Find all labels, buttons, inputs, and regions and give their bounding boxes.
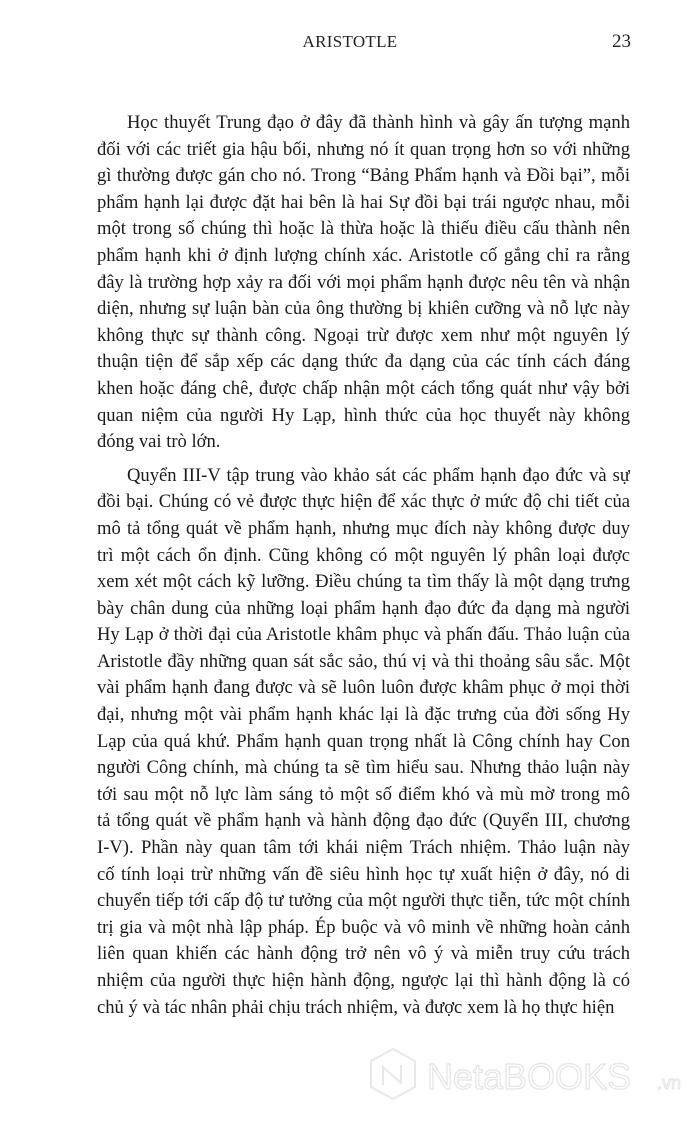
text-line: tả tổng quát về phẩm hạnh và hành động đạo đức (Quyển III, chương — [97, 810, 630, 832]
text-line: cố tính loại trừ những vấn đề siêu hình học tự xuất hiện ở đây, nó di — [97, 863, 630, 885]
text-line: đây là trường hợp xảy ra đối với mọi phẩm hạnh được nêu tên và nhận — [97, 271, 630, 293]
paragraph-1 — [97, 110, 630, 456]
text-line: một trong số chúng thì hoặc là thừa hoặc là thiếu điều cấu thành nên — [97, 218, 630, 240]
text-line: chuyển tiếp tới cấp độ tư tưởng của một người thực tiễn, tức một chính — [97, 890, 630, 912]
text-line: chủ ý và tác nhân phải chịu trách nhiệm, và được xem là họ thực hiện — [97, 996, 615, 1018]
running-title: ARISTOTLE — [302, 32, 398, 51]
text-line: Hy Lạp ở thời đại của Aristotle khâm phục và phấn đấu. Thảo luận của — [97, 624, 630, 646]
text-line: trị gia và một nhà lập pháp. Ép buộc và vô minh về những hoàn cảnh — [97, 916, 630, 938]
text-line: Quyển III-V tập trung vào khảo sát các phẩm hạnh đạo đức và sự — [127, 464, 630, 486]
text-line: nhiệm của người thực hiện hành động, ngược lại thì hành động là có — [97, 970, 630, 991]
text-line: phẩm hạnh khi ở định lượng chính xác. Aristotle cố gắng chỉ ra rằng — [97, 244, 630, 266]
page-number: 23 — [612, 31, 631, 52]
text-line: diện, nhưng sự luận bàn của ông thường bị khiên cưỡng và nỗ lực này — [97, 298, 630, 320]
paragraph-2 — [97, 463, 630, 1021]
text-line: Lạp của quá khứ. Phẩm hạnh quan trọng nhất là Công chính hay Con — [97, 730, 630, 752]
watermark-text: NetaBOOKS — [427, 1056, 632, 1097]
text-line: không thực sự thành công. Ngoại trừ được xem như một nguyên lý — [97, 324, 630, 346]
text-line: phẩm hạnh lại được đặt hai bên là hai Sự đồi bại trái ngược nhau, mỗi — [97, 191, 630, 213]
text-line: thuận tiện để sắp xếp các dạng thức đa dạng của các tính cách đáng — [97, 351, 630, 373]
text-line: quan niệm của người Hy Lạp, hình thức của học thuyết này không — [97, 404, 630, 426]
text-line: liên quan khiến các hành động trở nên vô ý và miễn truy cứu trách — [97, 943, 630, 965]
text-line: Aristotle đầy những quan sát sắc sảo, thú vị và thi thoảng sâu sắc. Một — [97, 650, 630, 672]
text-line: gì thường được gán cho nó. Trong “Bảng Phẩm hạnh và Đồi bại”, mỗi — [97, 165, 630, 187]
page-header — [0, 32, 700, 56]
text-line: I-V). Phần này quan tâm tới khái niệm Trách nhiệm. Thảo luận này — [97, 837, 630, 859]
text-line: Học thuyết Trung đạo ở đây đã thành hình và gây ấn tượng mạnh — [127, 112, 630, 133]
text-line: đối với các triết gia hậu bối, nhưng nó ít quan trọng hơn so với những — [97, 138, 630, 160]
text-line: khen hoặc đáng chê, được chấp nhận một cách tổng quát như vậy bởi — [97, 377, 630, 399]
text-line: đồi bại. Chúng có vẻ được thực hiện để xác thực ở mức độ chi tiết của — [97, 491, 630, 513]
netabooks-watermark-logo — [365, 1045, 695, 1105]
watermark-suffix: .vn — [657, 1073, 682, 1093]
text-line: bày chân dung của những loại phẩm hạnh đạo đức đa dạng mà người — [97, 597, 630, 619]
text-line: đóng vai trò lớn. — [97, 431, 221, 453]
text-line: người Công chính, mà chúng ta sẽ tìm hiểu sau. Nhưng thảo luận này — [97, 757, 630, 779]
text-line: mô tả tổng quát về phẩm hạnh, nhưng mục đích này không được duy — [97, 517, 630, 539]
text-line: vài phẩm hạnh đang được và sẽ luôn luôn được khâm phục ở mọi thời — [97, 677, 630, 699]
text-line: xem xét một cách kỹ lưỡng. Điều chúng ta tìm thấy là một dạng trưng — [97, 571, 630, 593]
text-line: trì một cách ổn định. Cũng không có một nguyên lý phân loại được — [97, 544, 630, 566]
text-line: đại, nhưng một vài phẩm hạnh khác lại là đặc trưng của đời sống Hy — [97, 704, 630, 726]
text-line: tới sau một nỗ lực làm sáng tỏ một số điểm khó và mù mờ trong mô — [97, 783, 630, 805]
body-text — [97, 110, 630, 1021]
